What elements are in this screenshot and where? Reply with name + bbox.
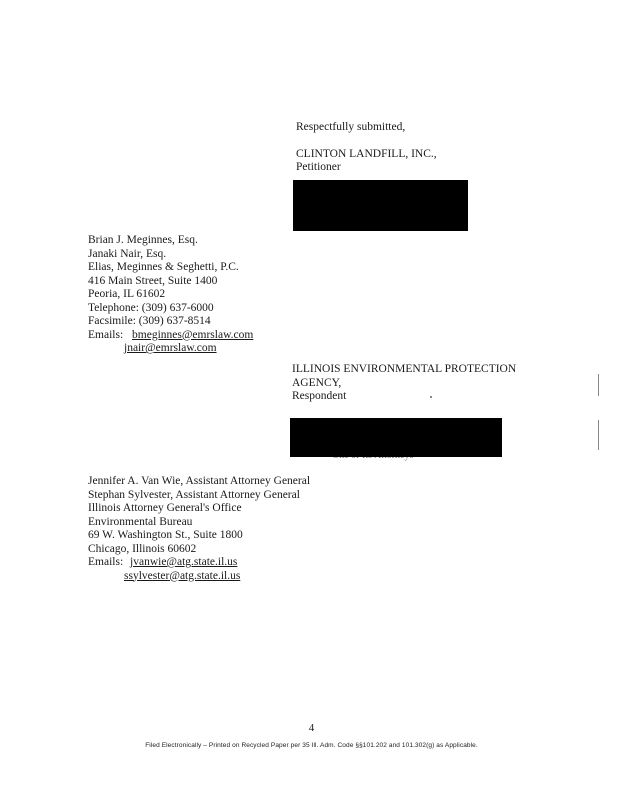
respondent-name-line2: AGENCY,	[292, 376, 342, 389]
emails-row	[88, 556, 310, 570]
counsel-line: Illinois Attorney General's Office	[88, 502, 242, 514]
emails-row	[88, 329, 253, 343]
email-link[interactable]: bmeginnes@emrslaw.com	[132, 328, 254, 341]
email-link[interactable]: jnair@emrslaw.com	[124, 342, 217, 354]
counsel-line: Facsimile: (309) 637-8514	[88, 315, 211, 327]
respondent-counsel-block	[88, 475, 310, 583]
scan-speck	[430, 396, 432, 398]
scan-speck	[598, 420, 599, 450]
respondent-name-line1: ILLINOIS ENVIRONMENTAL PROTECTION	[292, 363, 517, 375]
email-link[interactable]: jvanwie@atg.state.il.us	[130, 556, 238, 568]
page-number: 4	[308, 722, 315, 734]
emails-row	[88, 342, 253, 356]
scan-speck	[598, 374, 599, 396]
emails-row	[88, 570, 310, 584]
petitioner-signature-block	[296, 121, 437, 175]
counsel-line: Telephone: (309) 637-6000	[88, 301, 214, 314]
petitioner-name: CLINTON LANDFILL, INC.,	[296, 147, 437, 160]
emails-label: Emails:	[88, 556, 124, 568]
respondent-role: Respondent	[292, 390, 347, 402]
counsel-line: Brian J. Meginnes, Esq.	[88, 234, 198, 246]
counsel-line: Peoria, IL 61602	[88, 288, 166, 300]
redacted-signature-petitioner	[293, 180, 468, 231]
closing-text: Respectfully submitted,	[296, 121, 406, 133]
counsel-line: Janaki Nair, Esq.	[88, 247, 167, 260]
counsel-line: Jennifer A. Van Wie, Assistant Attorney General	[88, 475, 311, 487]
redacted-signature-respondent	[290, 418, 502, 457]
emails-label: Emails:	[88, 328, 124, 341]
counsel-line: Stephan Sylvester, Assistant Attorney General	[88, 488, 300, 501]
counsel-line: Chicago, Illinois 60602	[88, 542, 197, 555]
counsel-line: Elias, Meginnes & Seghetti, P.C.	[88, 261, 239, 273]
footer-note: Filed Electronically – Printed on Recycled Paper per 35 Ill. Adm. Code §§101.202 and 101.302(g) as Applicable.	[145, 742, 478, 749]
respondent-signature-block	[292, 363, 516, 404]
petitioner-counsel-block	[88, 234, 253, 356]
counsel-line: 416 Main Street, Suite 1400	[88, 274, 218, 287]
petitioner-role: Petitioner	[296, 161, 341, 173]
counsel-line: 69 W. Washington St., Suite 1800	[88, 529, 243, 541]
email-link[interactable]: ssylvester@atg.state.il.us	[124, 569, 241, 582]
counsel-line: Environmental Bureau	[88, 515, 193, 528]
